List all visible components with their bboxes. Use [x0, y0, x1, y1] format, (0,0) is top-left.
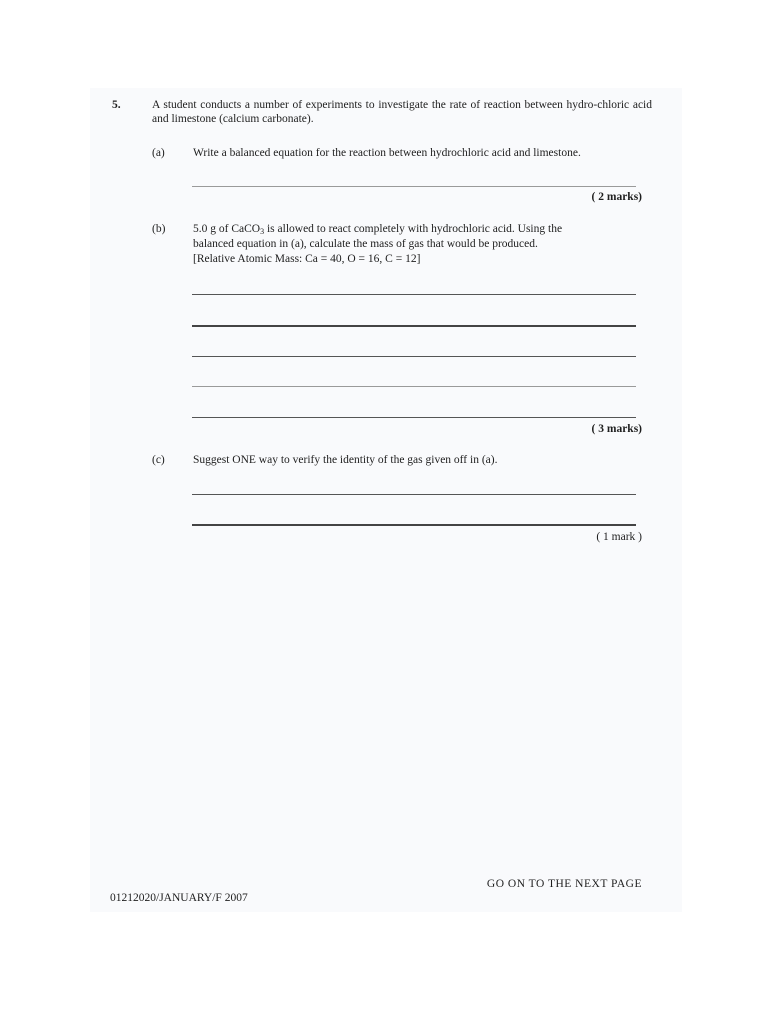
- answer-line-b3: [192, 356, 636, 357]
- part-a-marks: ( 2 marks): [591, 191, 642, 203]
- part-b-label: (b): [152, 223, 166, 235]
- answer-line-b5: [192, 417, 636, 418]
- answer-line-b1: [192, 294, 636, 295]
- next-page-notice: GO ON TO THE NEXT PAGE: [486, 878, 642, 890]
- part-a-text: Write a balanced equation for the reaction between hydrochloric acid and limestone.: [193, 147, 581, 159]
- answer-line-b2: [192, 325, 636, 327]
- answer-line-b4: [192, 386, 636, 387]
- exam-code: 01212020/JANUARY/F 2007: [110, 892, 248, 904]
- part-b-marks: ( 3 marks): [591, 423, 642, 435]
- part-c-text: Suggest ONE way to verify the identity of the gas given off in (a).: [193, 454, 498, 466]
- answer-line-c2: [192, 524, 636, 526]
- exam-page: [90, 88, 682, 912]
- part-b-text-line1: 5.0 g of CaCO$_3$ is allowed to react completely with hydrochloric acid. Using the: [193, 223, 563, 236]
- question-number: 5.: [112, 99, 121, 111]
- answer-line-a1: [192, 186, 636, 187]
- answer-line-c1: [192, 494, 636, 495]
- part-c-marks: ( 1 mark ): [596, 531, 642, 543]
- question-intro: A student conducts a number of experiments to investigate the rate of reaction between hydro-chloric acid and limestone (calcium carbonate).: [152, 99, 652, 125]
- part-a-label: (a): [152, 147, 165, 159]
- part-b-text-line2: balanced equation in (a), calculate the mass of gas that would be produced.: [193, 238, 538, 250]
- part-b-text-line3: [Relative Atomic Mass: Ca = 40, O = 16, C = 12]: [193, 253, 421, 265]
- part-c-label: (c): [152, 454, 165, 466]
